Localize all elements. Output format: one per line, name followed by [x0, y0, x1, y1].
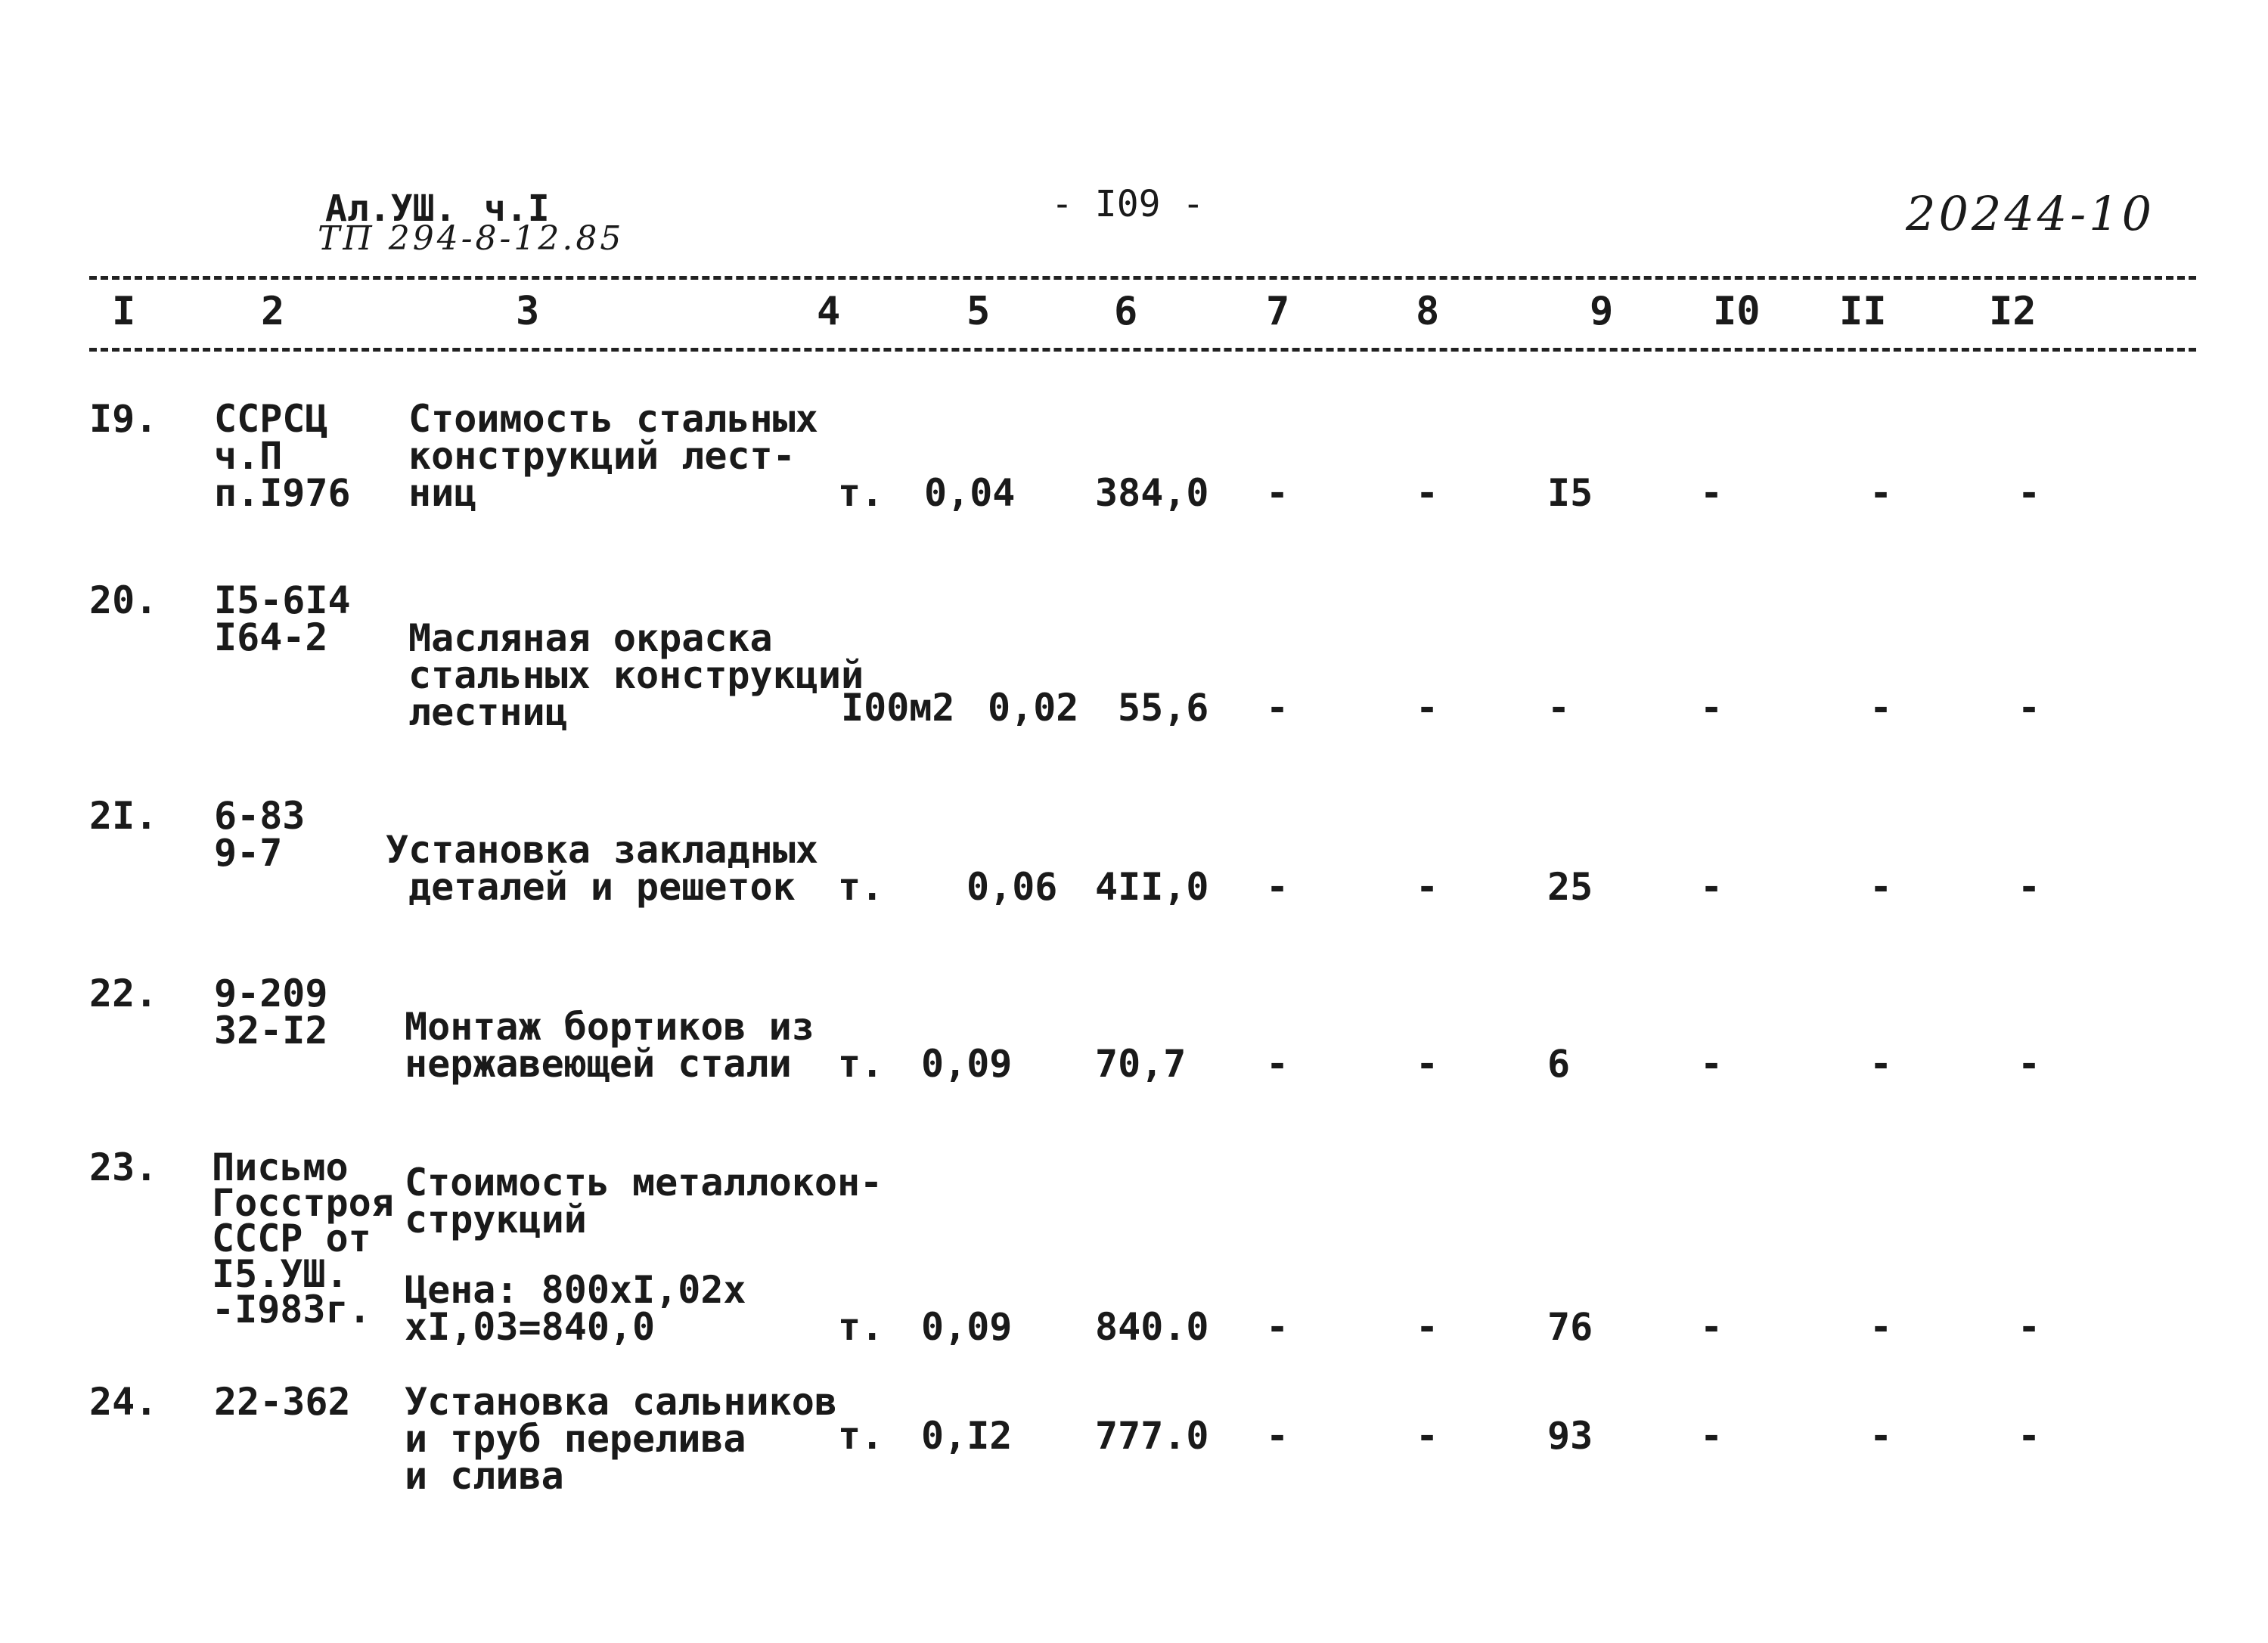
row-24-qty: 0,I2	[921, 1414, 1013, 1458]
row-23-col8: -	[1416, 1305, 1439, 1349]
row-21-col8: -	[1416, 865, 1439, 909]
row-23-desc-1: Стоимость металлокон-	[405, 1161, 883, 1204]
row-23-col7: -	[1266, 1305, 1289, 1349]
row-19-desc-2: конструкций лест-	[408, 434, 796, 478]
row-20-col9: -	[1547, 686, 1571, 730]
album-label: Ал.УШ.	[325, 188, 457, 230]
row-22-col10: -	[1700, 1042, 1723, 1086]
row-20-code-1: I5-6I4	[214, 578, 351, 622]
col-number-9: 9	[1590, 289, 1614, 334]
row-20-number: 20.	[89, 578, 158, 622]
row-24-col11: -	[1869, 1414, 1893, 1458]
row-19-col11: -	[1869, 471, 1893, 515]
col-number-10: I0	[1713, 289, 1761, 334]
row-24-desc-3: и слива	[405, 1454, 564, 1498]
row-19-qty: 0,04	[924, 471, 1016, 515]
row-23-code-5: -I983г.	[212, 1288, 371, 1331]
row-23-desc-2: струкций	[405, 1198, 587, 1242]
row-20-col7: -	[1266, 686, 1289, 730]
row-19-col7: -	[1266, 471, 1289, 515]
row-23-desc-5: хI,03=840,0	[405, 1305, 656, 1349]
row-20-desc-2: стальных конструкций	[408, 653, 864, 697]
row-20-col10: -	[1700, 686, 1723, 730]
row-22-qty: 0,09	[921, 1042, 1013, 1086]
row-23-price: 840.0	[1095, 1305, 1209, 1349]
row-23-code-1: Письмо	[212, 1145, 349, 1189]
row-19-number: I9.	[89, 397, 158, 441]
row-21-col10: -	[1700, 865, 1723, 909]
row-22-col11: -	[1869, 1042, 1893, 1086]
col-number-2: 2	[261, 289, 285, 334]
row-19-desc-1: Стоимость стальных	[408, 397, 818, 441]
row-20-col11: -	[1869, 686, 1893, 730]
row-24-col7: -	[1266, 1414, 1289, 1458]
row-22-unit: т.	[838, 1042, 884, 1086]
row-24-price: 777.0	[1095, 1414, 1209, 1458]
row-19-unit: т.	[838, 471, 884, 515]
row-19-col9: I5	[1547, 471, 1593, 515]
project-code: ТП 294-8-12.85	[318, 219, 625, 258]
col-number-8: 8	[1416, 289, 1440, 334]
row-22-col7: -	[1266, 1042, 1289, 1086]
header-bottom-rule	[89, 348, 2196, 352]
row-21-number: 2I.	[89, 794, 158, 838]
row-21-price: 4II,0	[1095, 865, 1209, 909]
row-19-code-3: п.I976	[214, 471, 351, 515]
col-number-6: 6	[1114, 289, 1138, 334]
row-24-desc-1: Установка сальников	[405, 1380, 837, 1424]
row-21-unit: т.	[838, 865, 884, 909]
col-number-3: 3	[516, 289, 540, 334]
row-22-price: 70,7	[1095, 1042, 1187, 1086]
row-22-col8: -	[1416, 1042, 1439, 1086]
row-22-desc-1: Монтаж бортиков из	[405, 1005, 814, 1049]
col-number-7: 7	[1266, 289, 1290, 334]
row-20-col8: -	[1416, 686, 1439, 730]
row-22-number: 22.	[89, 972, 158, 1015]
row-24-code-1: 22-362	[214, 1380, 351, 1424]
row-24-col12: -	[2018, 1414, 2041, 1458]
archive-number: 20244-10	[1906, 186, 2155, 241]
row-22-col9: 6	[1547, 1042, 1571, 1086]
row-22-col12: -	[2018, 1042, 2041, 1086]
row-19-desc-3: ниц	[408, 471, 477, 515]
row-21-code-2: 9-7	[214, 831, 283, 875]
row-23-unit: т.	[838, 1305, 884, 1349]
row-23-col9: 76	[1547, 1305, 1593, 1349]
row-22-code-2: 32-I2	[214, 1009, 328, 1052]
row-19-col12: -	[2018, 471, 2041, 515]
row-21-col7: -	[1266, 865, 1289, 909]
row-23-col12: -	[2018, 1305, 2041, 1349]
row-21-col9: 25	[1547, 865, 1593, 909]
col-number-5: 5	[966, 289, 991, 334]
row-20-unit: I00м2	[841, 686, 955, 730]
row-21-qty: 0,06	[966, 865, 1058, 909]
row-23-number: 23.	[89, 1145, 158, 1189]
col-number-12: I2	[1989, 289, 2037, 334]
row-23-code-2: Госстроя	[212, 1181, 394, 1225]
row-20-col12: -	[2018, 686, 2041, 730]
row-24-unit: т.	[838, 1414, 884, 1458]
part-label: ч.I	[484, 188, 550, 230]
row-21-col12: -	[2018, 865, 2041, 909]
row-20-desc-3: лестниц	[408, 690, 568, 734]
row-23-col11: -	[1869, 1305, 1893, 1349]
row-23-qty: 0,09	[921, 1305, 1013, 1349]
col-number-4: 4	[817, 289, 841, 334]
row-22-desc-2: нержавеющей стали	[405, 1042, 792, 1086]
row-20-code-2: I64-2	[214, 615, 328, 659]
row-23-code-3: СССР от	[212, 1217, 371, 1260]
page-number: - I09 -	[1051, 183, 1205, 225]
row-20-price: 55,6	[1118, 686, 1209, 730]
row-24-number: 24.	[89, 1380, 158, 1424]
row-19-col10: -	[1700, 471, 1723, 515]
row-19-price: 384,0	[1095, 471, 1209, 515]
row-21-desc-2: деталей и решеток	[408, 865, 796, 909]
row-20-desc-1: Масляная окраска	[408, 616, 773, 660]
row-19-code-2: ч.П	[214, 434, 283, 478]
row-20-qty: 0,02	[988, 686, 1079, 730]
row-24-col9: 93	[1547, 1414, 1593, 1458]
row-21-code-1: 6-83	[214, 794, 306, 838]
row-23-col10: -	[1700, 1305, 1723, 1349]
row-24-desc-2: и труб перелива	[405, 1417, 746, 1461]
col-number-1: I	[112, 289, 136, 334]
row-23-code-4: I5.УШ.	[212, 1252, 349, 1296]
row-23-desc-4: Цена: 800хI,02х	[405, 1268, 746, 1312]
row-21-col11: -	[1869, 865, 1893, 909]
row-21-desc-1: Установка закладных	[386, 828, 818, 872]
row-24-col10: -	[1700, 1414, 1723, 1458]
row-22-code-1: 9-209	[214, 972, 328, 1015]
header-top-rule	[89, 276, 2196, 280]
row-19-col8: -	[1416, 471, 1439, 515]
row-24-col8: -	[1416, 1414, 1439, 1458]
col-number-11: II	[1839, 289, 1887, 334]
row-19-code-1: ССРСЦ	[214, 397, 328, 441]
